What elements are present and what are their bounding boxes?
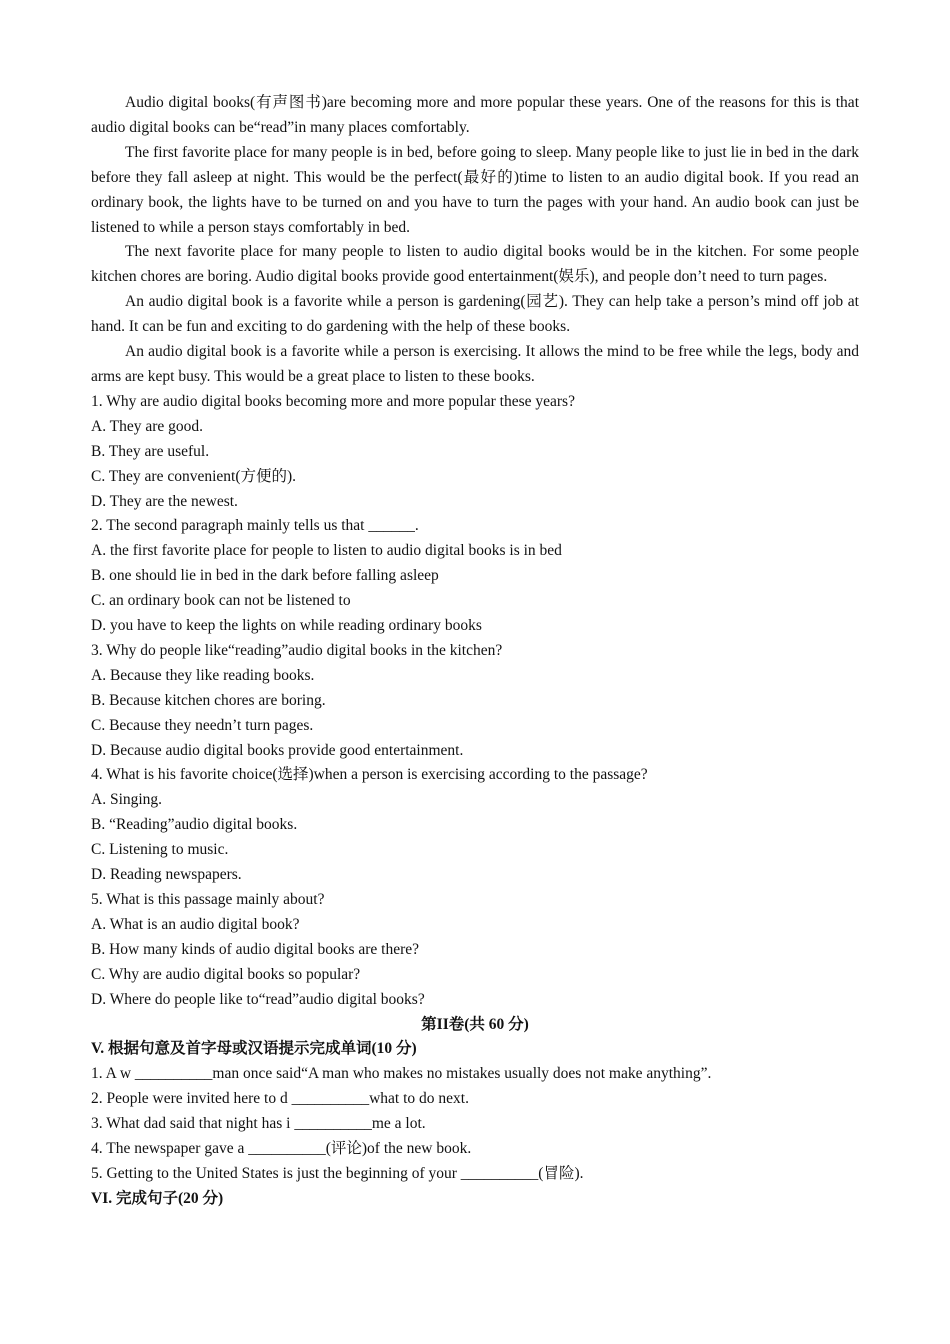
answer-option: B. They are useful.	[91, 442, 210, 460]
fill-in-item: 4. The newspaper gave a __________(评论)of the new book.	[91, 1140, 472, 1158]
section-sentence-completion	[91, 1187, 859, 1212]
part-title: 第II卷(共 60 分)	[421, 1015, 529, 1033]
answer-option: B. “Reading”audio digital books.	[91, 816, 298, 834]
answer-option: B. one should lie in bed in the dark before falling asleep	[91, 567, 439, 585]
question-stem: 5. What is this passage mainly about?	[91, 891, 325, 908]
question-stem: 1. Why are audio digital books becoming more and more popular these years?	[91, 392, 575, 410]
section-word-completion	[91, 1037, 859, 1186]
reading-passage	[91, 91, 859, 390]
answer-option: A. They are good.	[91, 417, 204, 435]
answer-option: A. Singing.	[91, 791, 163, 809]
question-stem: 3. Why do people like“reading”audio digital books in the kitchen?	[91, 641, 503, 659]
answer-option: C. They are convenient(方便的).	[91, 467, 297, 485]
answer-option: D. Because audio digital books provide good entertainment.	[91, 741, 464, 759]
fill-in-item: 2. People were invited here to d __________what to do next.	[91, 1090, 469, 1108]
section-heading: V. 根据句意及首字母或汉语提示完成单词(10 分)	[91, 1040, 417, 1058]
answer-option: A. the first favorite place for people to listen to audio digital books is in bed	[91, 542, 562, 560]
section-heading: VI. 完成句子(20 分)	[91, 1189, 224, 1207]
answer-option: B. How many kinds of audio digital books are there?	[91, 940, 420, 958]
fill-in-item: 1. A w __________man once said“A man who makes no mistakes usually does not make anything”.	[91, 1065, 712, 1083]
answer-option: D. They are the newest.	[91, 492, 238, 510]
answer-option: C. Why are audio digital books so popular?	[91, 965, 361, 983]
passage-paragraph: An audio digital book is a favorite while a person is gardening(园艺). They can help take a person’s mind off job at hand. It can be fun and exciting to do gardening with the help of these books.	[91, 293, 859, 336]
fill-in-item: 3. What dad said that night has i __________me a lot.	[91, 1115, 426, 1133]
answer-option: C. Listening to music.	[91, 841, 229, 859]
question-stem: 4. What is his favorite choice(选择)when a person is exercising according to the passage?	[91, 766, 648, 784]
answer-option: D. Reading newspapers.	[91, 866, 242, 884]
answer-option: C. Because they needn’t turn pages.	[91, 716, 314, 734]
passage-paragraph: Audio digital books(有声图书)are becoming more and more popular these years. One of the reasons for this is that audio digital books can be“read”in many places comfortably.	[91, 94, 859, 136]
fill-in-item: 5. Getting to the United States is just the beginning of your __________(冒险).	[91, 1164, 584, 1182]
answer-option: D. Where do people like to“read”audio digital books?	[91, 990, 425, 1008]
question-stem: 2. The second paragraph mainly tells us that ______.	[91, 517, 419, 535]
answer-option: A. What is an audio digital book?	[91, 915, 300, 933]
passage-paragraph: An audio digital book is a favorite while a person is exercising. It allows the mind to be free while the legs, body and arms are kept busy. This would be a great place to listen to these books.	[91, 343, 859, 385]
answer-option: B. Because kitchen chores are boring.	[91, 691, 326, 709]
answer-option: C. an ordinary book can not be listened to	[91, 592, 351, 610]
question-list	[91, 390, 859, 1013]
answer-option: D. you have to keep the lights on while reading ordinary books	[91, 617, 482, 635]
document-page	[91, 91, 859, 1212]
passage-paragraph: The next favorite place for many people to listen to audio digital books would be in the kitchen. For some people kitchen chores are boring. Audio digital books provide good entertainment(娱乐), and people don’t need to turn pages.	[91, 243, 859, 286]
passage-paragraph: The first favorite place for many people is in bed, before going to sleep. Many people like to just lie in bed in the dark before they fall asleep at night. This would be the perfect(最好的)time to listen to an audio digital book. If you read an ordinary book, the lights have to be turned on and you have to turn the pages with your hand. An audio book can just be listened to while a person stays comfortably in bed.	[91, 143, 859, 236]
answer-option: A. Because they like reading books.	[91, 666, 315, 684]
